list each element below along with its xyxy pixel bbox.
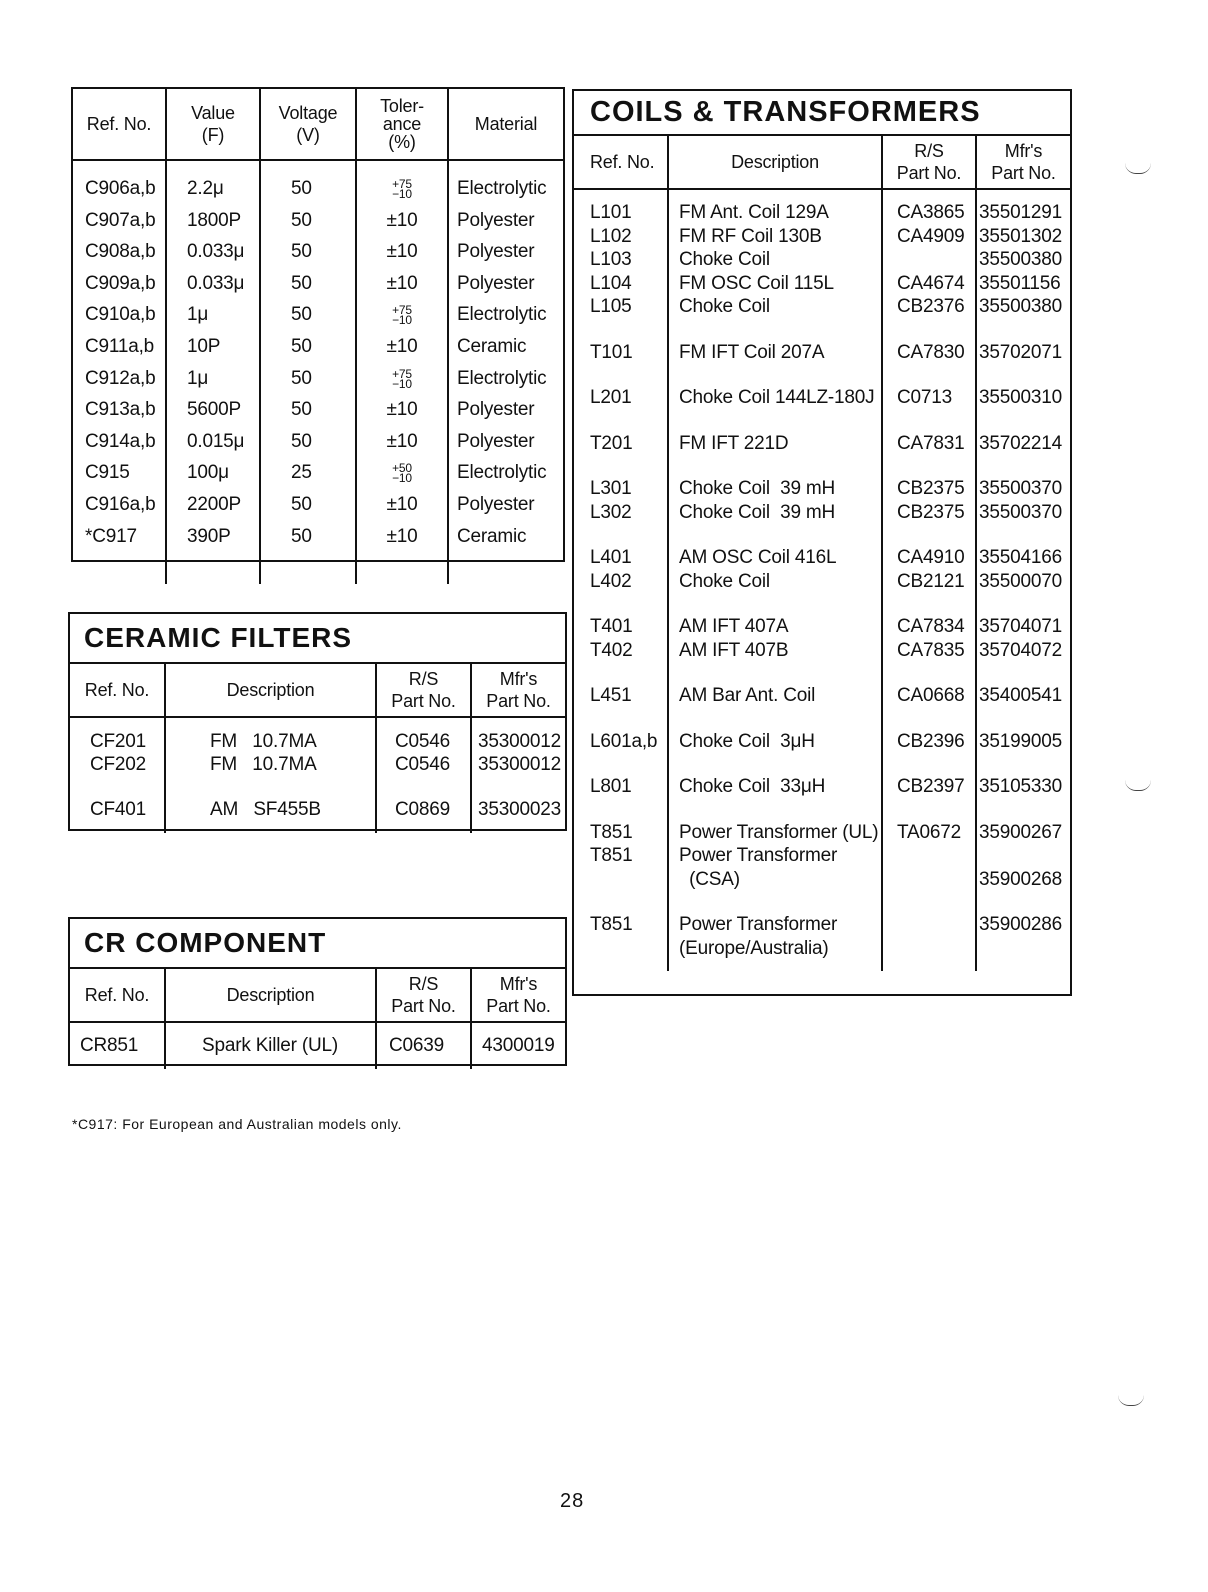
cf-rs-part <box>376 717 471 788</box>
coil-ref: T851 T851 <box>590 821 633 866</box>
table-row <box>574 764 1070 810</box>
cf-mfr-part <box>471 788 565 833</box>
binder-mark <box>1125 780 1151 791</box>
coil-rs-part: CA3865 CA4909 CA4674 CB2376 <box>882 189 976 330</box>
cap-voltage: 50 <box>260 236 356 268</box>
cf-header-mfr: Mfr's Part No. <box>471 664 565 717</box>
coil-rs-part: TA0672 <box>882 810 976 903</box>
coil-ref: T851 <box>590 914 633 935</box>
cr-mfr-part: 4300019 <box>471 1022 565 1069</box>
coil-rs-part: CA7834 CA7835 <box>882 604 976 673</box>
coil-rs-part: CA0668 <box>882 673 976 719</box>
table-row <box>73 299 563 331</box>
header-material: Material <box>448 89 563 160</box>
cap-value: 100μ <box>166 457 260 489</box>
coil-mfr-part: 35500370 35500370 <box>976 466 1070 535</box>
coils-header-description: Description <box>668 136 882 189</box>
cap-value: 1800P <box>166 205 260 237</box>
cap-material: Electrolytic <box>448 299 563 331</box>
table-row <box>73 457 563 489</box>
cf-description-line: FM 10.7MA <box>210 731 317 752</box>
cap-tolerance: +75 −10 <box>356 160 448 205</box>
cf-description <box>165 788 376 833</box>
cap-value: 2.2μ <box>166 160 260 205</box>
cf-rs-part-line: C0546 <box>395 754 450 775</box>
coil-rs-part <box>882 902 976 971</box>
cf-description-line: AM SF455B <box>210 799 321 820</box>
cap-material: Polyester <box>448 489 563 521</box>
cap-tolerance: ±10 <box>356 331 448 363</box>
coil-description: Power Transformer (UL) Power Transformer (CSA) <box>668 810 882 903</box>
table-row <box>574 902 1070 971</box>
header-value: Value (F) <box>166 89 260 160</box>
table-row <box>73 205 563 237</box>
cap-value: 0.033μ <box>166 268 260 300</box>
table-row <box>574 189 1070 330</box>
coil-mfr-part: 35900267 35900268 <box>976 810 1070 903</box>
cap-tolerance: ±10 <box>356 268 448 300</box>
coil-description: Choke Coil 3μH <box>668 719 882 765</box>
coil-ref: T201 <box>590 432 633 454</box>
table-row <box>574 421 1070 467</box>
header-ref: Ref. No. <box>73 89 166 160</box>
coil-rs-part: CA7830 <box>882 330 976 376</box>
cap-tolerance: ±10 <box>356 489 448 521</box>
cap-voltage: 50 <box>260 160 356 205</box>
cap-material: Electrolytic <box>448 160 563 205</box>
cf-ref <box>70 717 165 788</box>
cf-header-description: Description <box>165 664 376 717</box>
cap-voltage: 50 <box>260 299 356 331</box>
binder-mark <box>1118 1395 1144 1406</box>
table-row <box>70 1022 565 1069</box>
cap-voltage: 50 <box>260 363 356 395</box>
cap-tolerance: +75 −10 <box>356 363 448 395</box>
capacitor-table <box>71 87 565 562</box>
coil-description: FM IFT 221D <box>668 421 882 467</box>
cr-ref: CR851 <box>80 1035 139 1056</box>
cap-ref: C907a,b <box>85 209 156 231</box>
cf-rs-part <box>376 788 471 833</box>
coil-ref: T401 T402 <box>590 616 633 661</box>
table-row <box>73 521 563 553</box>
cap-material: Ceramic <box>448 521 563 553</box>
table-row <box>574 375 1070 421</box>
coil-description: Choke Coil 39 mH Choke Coil 39 mH <box>668 466 882 535</box>
table-row <box>73 394 563 426</box>
cf-rs-part-line: C0546 <box>395 731 450 752</box>
cap-ref: C913a,b <box>85 399 156 421</box>
cap-voltage: 50 <box>260 268 356 300</box>
cr-header-ref: Ref. No. <box>70 969 165 1022</box>
coil-ref: L101 L102 L103 L104 L105 <box>590 202 632 317</box>
cap-ref: C911a,b <box>85 335 155 357</box>
coil-mfr-part: 35105330 <box>976 764 1070 810</box>
cap-material: Polyester <box>448 426 563 458</box>
coil-description: Choke Coil 33μH <box>668 764 882 810</box>
coil-mfr-part: 35702214 <box>976 421 1070 467</box>
coil-ref: T101 <box>590 341 633 363</box>
cap-ref: C909a,b <box>85 272 156 294</box>
cap-value: 10P <box>166 331 260 363</box>
cr-component-title: CR COMPONENT <box>70 919 565 969</box>
table-row <box>574 604 1070 673</box>
cf-header-rs: R/S Part No. <box>376 664 471 717</box>
cap-tolerance: ±10 <box>356 236 448 268</box>
coil-rs-part: CA4910 CB2121 <box>882 535 976 604</box>
coil-mfr-part: 35704071 35704072 <box>976 604 1070 673</box>
cap-ref: C910a,b <box>85 304 156 326</box>
cap-ref: *C917 <box>85 525 137 547</box>
cap-ref: C908a,b <box>85 241 156 263</box>
cap-value: 5600P <box>166 394 260 426</box>
cr-header-description: Description <box>165 969 376 1022</box>
coil-mfr-part: 35400541 <box>976 673 1070 719</box>
table-row <box>73 426 563 458</box>
table-row <box>574 330 1070 376</box>
cap-voltage: 50 <box>260 489 356 521</box>
coil-mfr-part: 35702071 <box>976 330 1070 376</box>
footnote: *C917: For European and Australian models only. <box>72 1116 402 1132</box>
coil-description: Choke Coil 144LZ-180J <box>668 375 882 421</box>
table-row <box>574 719 1070 765</box>
cf-mfr-part-line: 35300023 <box>478 799 561 820</box>
cap-voltage: 50 <box>260 394 356 426</box>
cap-tolerance: ±10 <box>356 394 448 426</box>
cf-description-line: FM 10.7MA <box>210 754 317 775</box>
table-row <box>70 788 565 833</box>
coils-header-rs: R/S Part No. <box>882 136 976 189</box>
coil-ref: L601a,b <box>590 730 658 752</box>
table-row <box>73 489 563 521</box>
cf-mfr-part-line: 35300012 <box>478 754 561 775</box>
cr-header-mfr: Mfr's Part No. <box>471 969 565 1022</box>
cf-description <box>165 717 376 788</box>
table-row <box>574 673 1070 719</box>
coil-ref: L301 L302 <box>590 478 632 523</box>
coil-ref: L801 <box>590 776 632 797</box>
cap-value: 390P <box>166 521 260 553</box>
coils-title: COILS & TRANSFORMERS <box>574 91 1070 136</box>
cr-component-table <box>68 917 567 1066</box>
cap-voltage: 25 <box>260 457 356 489</box>
coil-description: Power Transformer (Europe/Australia) <box>668 902 882 971</box>
page-number: 28 <box>560 1490 585 1512</box>
cap-value: 1μ <box>166 299 260 331</box>
cap-ref: C906a,b <box>85 178 156 199</box>
coil-ref: L451 <box>590 685 632 706</box>
coil-mfr-part: 35504166 35500070 <box>976 535 1070 604</box>
cap-value: 2200P <box>166 489 260 521</box>
coil-rs-part: CA7831 <box>882 421 976 467</box>
coil-description: FM IFT Coil 207A <box>668 330 882 376</box>
cap-value: 0.033μ <box>166 236 260 268</box>
coil-mfr-part: 35501291 35501302 35500380 35501156 35500380 <box>976 189 1070 330</box>
cap-tolerance: ±10 <box>356 426 448 458</box>
binder-mark <box>1125 163 1151 174</box>
cf-ref-line: CF401 <box>90 799 147 820</box>
table-row <box>73 363 563 395</box>
cap-material: Ceramic <box>448 331 563 363</box>
cap-material: Polyester <box>448 205 563 237</box>
cf-ref-line: CF201 <box>90 731 147 752</box>
cap-tolerance: +50 −10 <box>356 457 448 489</box>
coil-mfr-part: 35500310 <box>976 375 1070 421</box>
cr-description: Spark Killer (UL) <box>165 1022 376 1069</box>
cap-material: Polyester <box>448 236 563 268</box>
cap-ref: C912a,b <box>85 367 156 389</box>
cap-voltage: 50 <box>260 331 356 363</box>
coil-description: AM IFT 407A AM IFT 407B <box>668 604 882 673</box>
coil-description: AM Bar Ant. Coil <box>668 673 882 719</box>
cr-header-rs: R/S Part No. <box>376 969 471 1022</box>
table-row <box>73 236 563 268</box>
cap-material: Electrolytic <box>448 457 563 489</box>
ceramic-filters-table <box>68 612 567 831</box>
coil-description: AM OSC Coil 416L Choke Coil <box>668 535 882 604</box>
coil-rs-part: CB2397 <box>882 764 976 810</box>
cap-ref: C915 <box>85 462 130 484</box>
table-row <box>73 268 563 300</box>
cap-ref: C916a,b <box>85 493 156 515</box>
table-row <box>73 331 563 363</box>
coil-ref: L401 L402 <box>590 547 632 592</box>
coil-mfr-part: 35900286 <box>976 902 1070 971</box>
coils-header-mfr: Mfr's Part No. <box>976 136 1070 189</box>
cap-voltage: 50 <box>260 205 356 237</box>
cf-mfr-part <box>471 717 565 788</box>
table-row <box>73 160 563 205</box>
coil-ref: L201 <box>590 387 632 408</box>
cap-voltage: 50 <box>260 521 356 553</box>
cap-material: Polyester <box>448 394 563 426</box>
cap-material: Polyester <box>448 268 563 300</box>
cap-value: 0.015μ <box>166 426 260 458</box>
coil-rs-part: CB2396 <box>882 719 976 765</box>
cf-ref <box>70 788 165 833</box>
cf-header-ref: Ref. No. <box>70 664 165 717</box>
cf-ref-line: CF202 <box>90 754 147 775</box>
table-row <box>70 717 565 788</box>
cf-mfr-part-line: 35300012 <box>478 731 561 752</box>
cap-value: 1μ <box>166 363 260 395</box>
cf-rs-part-line: C0869 <box>395 799 450 820</box>
table-row <box>574 810 1070 903</box>
cap-tolerance: ±10 <box>356 205 448 237</box>
coil-description: FM Ant. Coil 129A FM RF Coil 130B Choke Coil FM OSC Coil 115L Choke Coil <box>668 189 882 330</box>
table-row <box>574 535 1070 604</box>
cap-tolerance: ±10 <box>356 521 448 553</box>
header-tolerance: Toler- ance (%) <box>356 89 448 160</box>
cap-voltage: 50 <box>260 426 356 458</box>
cap-tolerance: +75 −10 <box>356 299 448 331</box>
coils-transformers-table <box>572 89 1072 996</box>
header-voltage: Voltage (V) <box>260 89 356 160</box>
coil-rs-part: C0713 <box>882 375 976 421</box>
coil-mfr-part: 35199005 <box>976 719 1070 765</box>
cr-rs-part: C0639 <box>376 1022 471 1069</box>
table-row <box>574 466 1070 535</box>
coils-header-ref: Ref. No. <box>574 136 668 189</box>
cap-ref: C914a,b <box>85 430 156 452</box>
coil-rs-part: CB2375 CB2375 <box>882 466 976 535</box>
cap-material: Electrolytic <box>448 363 563 395</box>
ceramic-filters-title: CERAMIC FILTERS <box>70 614 565 664</box>
